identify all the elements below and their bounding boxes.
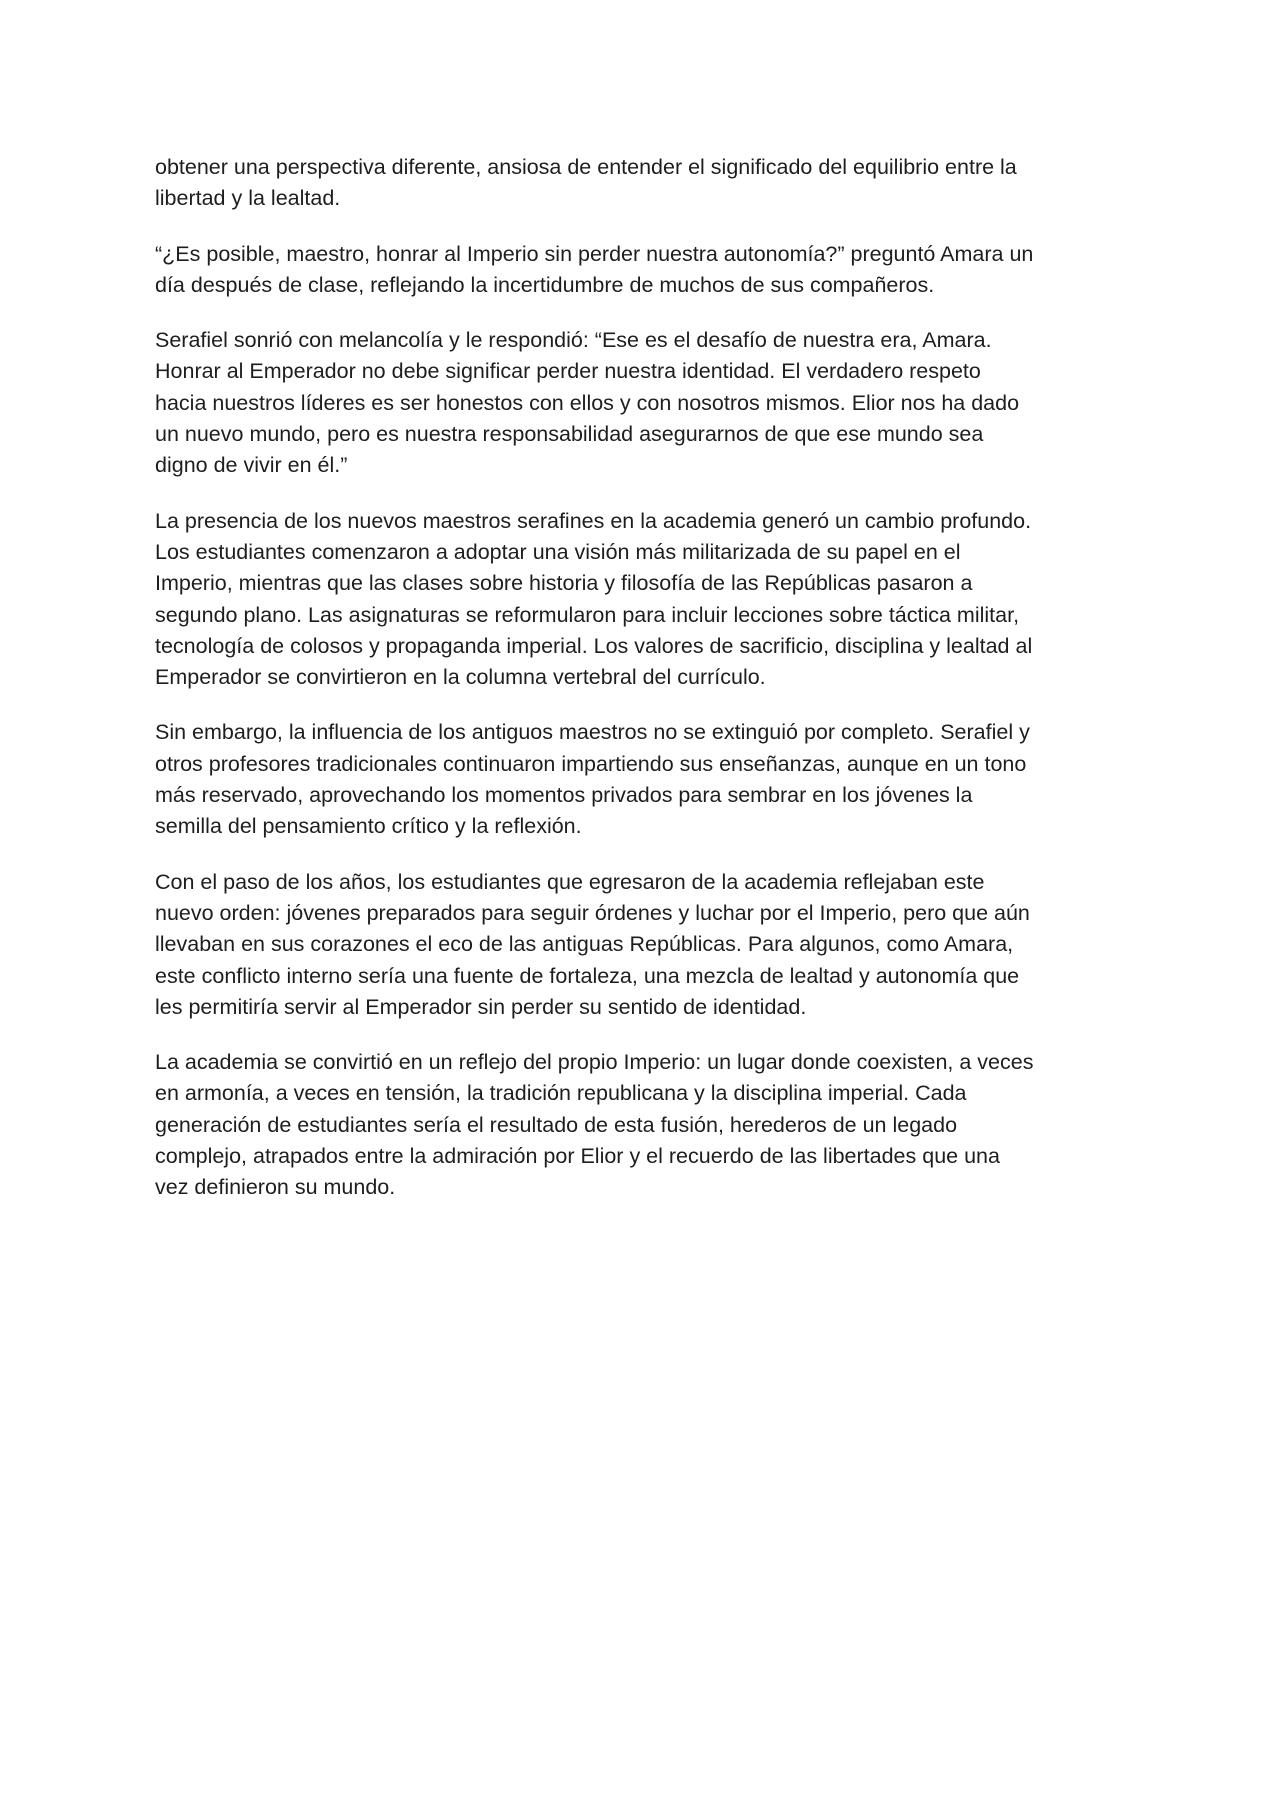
paragraph-4: [155, 506, 1135, 694]
paragraph-line: Con el paso de los años, los estudiantes que egresaron de la academia reflejaban este: [155, 869, 985, 894]
paragraph-line: otros profesores tradicionales continuaron impartiendo sus enseñanzas, aunque en un tono: [155, 751, 1027, 776]
paragraph-line: en armonía, a veces en tensión, la tradición republicana y la disciplina imperial. Cada: [155, 1081, 967, 1106]
paragraph-line: Serafiel sonrió con melancolía y le respondió: “Ese es el desafío de nuestra era, Amara.: [155, 328, 992, 353]
paragraph-line: complejo, atrapados entre la admiración por Elior y el recuerdo de las libertades que una: [155, 1144, 1000, 1169]
paragraph-line: generación de estudiantes sería el resultado de esta fusión, herederos de un legado: [155, 1112, 958, 1137]
paragraph-line: Emperador se convirtieron en la columna vertebral del currículo.: [155, 665, 766, 690]
paragraph-line: les permitiría servir al Emperador sin perder su sentido de identidad.: [155, 994, 807, 1019]
paragraph-line: obtener una perspectiva diferente, ansiosa de entender el significado del equilibrio entre la: [155, 155, 1017, 179]
paragraph-line: más reservado, aprovechando los momentos privados para sembrar en los jóvenes la: [155, 783, 973, 808]
paragraph-line: Imperio, mientras que las clases sobre historia y filosofía de las Repúblicas pasaron a: [155, 571, 973, 596]
paragraph-7: [155, 1047, 1135, 1203]
paragraph-line: Honrar al Emperador no debe significar perder nuestra identidad. El verdadero respeto: [155, 359, 981, 384]
paragraph-2: [155, 239, 1135, 302]
paragraph-line: Sin embargo, la influencia de los antiguos maestros no se extinguió por completo. Serafiel y: [155, 720, 1030, 745]
paragraph-line: nuevo orden: jóvenes preparados para seguir órdenes y luchar por el Imperio, pero que aún: [155, 900, 1030, 925]
paragraph-line: tecnología de colosos y propaganda imperial. Los valores de sacrificio, disciplina y lealtad al: [155, 633, 1033, 658]
paragraph-line: llevaban en sus corazones el eco de las antiguas Repúblicas. Para algunos, como Amara,: [155, 932, 1014, 957]
paragraph-line: hacia nuestros líderes es ser honestos con ellos y con nosotros mismos. Elior nos ha dado: [155, 390, 1020, 415]
paragraph-line: libertad y la lealtad.: [155, 186, 341, 211]
paragraph-line: vez definieron su mundo.: [155, 1175, 396, 1200]
paragraph-line: Los estudiantes comenzaron a adoptar una visión más militarizada de su papel en el: [155, 539, 961, 564]
paragraph-line: La presencia de los nuevos maestros serafines en la academia generó un cambio profundo.: [155, 508, 1032, 533]
paragraph-3: [155, 325, 1135, 481]
paragraph-line: segundo plano. Las asignaturas se reformularon para incluir lecciones sobre táctica militar,: [155, 602, 1020, 627]
paragraph-line: “¿Es posible, maestro, honrar al Imperio sin perder nuestra autonomía?” preguntó Amara un: [155, 241, 1034, 266]
paragraph-line: un nuevo mundo, pero es nuestra responsabilidad asegurarnos de que ese mundo sea: [155, 422, 984, 447]
paragraph-line: La academia se convirtió en un reflejo del propio Imperio: un lugar donde coexisten, a veces: [155, 1050, 1034, 1075]
paragraph-line: digno de vivir en él.”: [155, 453, 348, 478]
paragraph-line: semilla del pensamiento crítico y la reflexión.: [155, 814, 582, 839]
paragraph-5: [155, 717, 1135, 842]
paragraph-line: este conflicto interno sería una fuente de fortaleza, una mezcla de lealtad y autonomía que: [155, 963, 1020, 988]
paragraph-6: [155, 867, 1135, 1023]
paragraph-line: día después de clase, reflejando la incertidumbre de muchos de sus compañeros.: [155, 272, 935, 297]
document-body: [155, 152, 1135, 1228]
paragraph-1: [155, 152, 1135, 215]
